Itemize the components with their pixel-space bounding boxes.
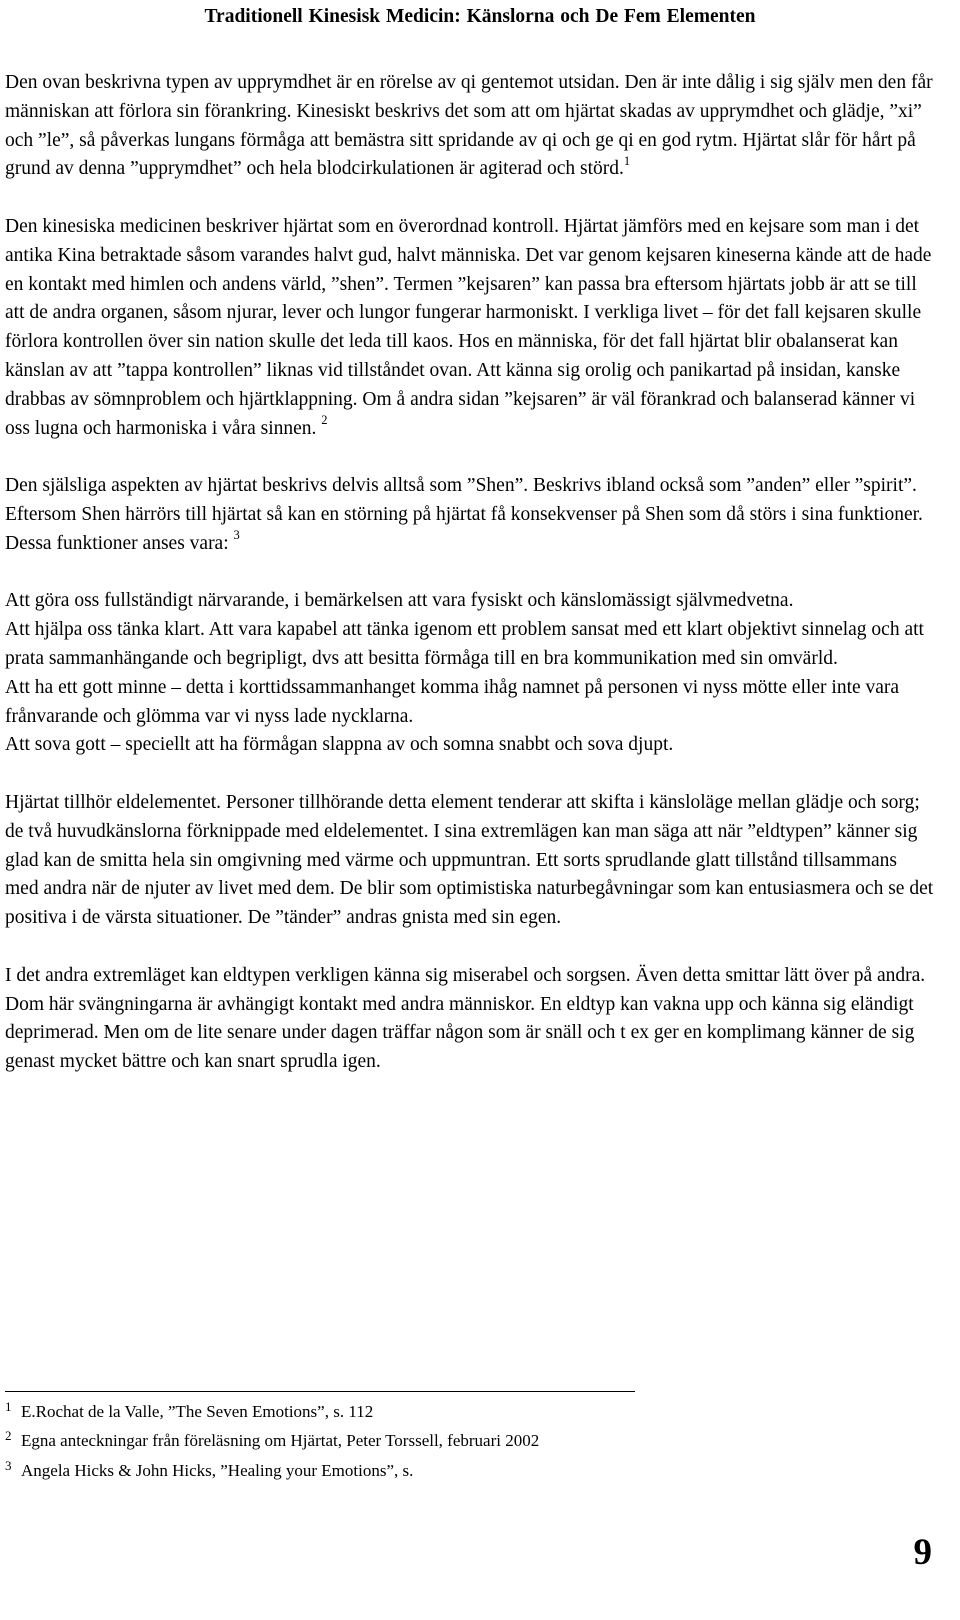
list-item: Att hjälpa oss tänka klart. Att vara kapabel att tänka igenom ett problem sansat med ett klart objektivt sinnelag och att prata sammanhängande och begripligt, dvs att besitta förmåga till en bra kommunikation med sin omvärld. xyxy=(5,619,924,669)
paragraph-text: Den ovan beskrivna typen av upprymdhet är en rörelse av qi gentemot utsidan. Den är inte dålig i sig själv men den får människan att förlora sin förankring. Kinesiskt beskrivs det som att om hjärtat skadas av upprymdhet och glädje, ”xi” och ”le”, så påverkas lungans förmåga att bemästra sitt spridande av qi och ge qi en god rytm. Hjärtat slår för hårt på grund av denna ”upprymdhet” och hela blodcirkulationen är agiterad och störd. xyxy=(5,72,933,180)
footnote-ref: 1 xyxy=(623,153,631,168)
page-number: 9 xyxy=(913,1532,932,1573)
paragraph-text: Den själsliga aspekten av hjärtat beskrivs delvis alltså som ”Shen”. Beskrivs ibland också som ”anden” eller ”spirit”. Eftersom Shen härrörs till hjärtat så kan en störning på hjärtat få konsekvenser på Shen som då störs i sina funktioner. Dessa funktioner anses vara: xyxy=(5,475,923,554)
paragraph-gap xyxy=(5,760,935,789)
paragraph xyxy=(5,213,935,443)
paragraph-gap xyxy=(5,184,935,213)
footnote-number: 3 xyxy=(5,1457,12,1473)
footnote-number: 1 xyxy=(5,1399,12,1414)
footnote-text: Egna anteckningar från föreläsning om Hjärtat, Peter Torssell, februari 2002 xyxy=(21,1431,540,1451)
list-item: Att göra oss fullständigt närvarande, i bemärkelsen att vara fysiskt och känslomässigt självmedvetna. xyxy=(5,590,794,612)
running-header: Traditionell Kinesisk Medicin: Känslorna och De Fem Elementen xyxy=(204,6,756,27)
list-item: Att sova gott – speciellt att ha förmågan slappna av och somna snabbt och sova djupt. xyxy=(5,734,674,756)
footnote-text: Angela Hicks & John Hicks, ”Healing your Emotions”, s. xyxy=(21,1460,414,1480)
paragraph xyxy=(5,472,935,558)
paragraph xyxy=(5,69,935,184)
footnote-ref: 2 xyxy=(321,413,328,428)
paragraph-gap xyxy=(5,559,935,588)
footnote-number: 2 xyxy=(5,1428,12,1444)
list-item: Att ha ett gott minne – detta i korttidssammanhanget komma ihåg namnet på personen vi nyss mötte eller inte vara frånvarande och glömma var vi nyss lade nycklarna. xyxy=(5,676,900,727)
footnote-separator xyxy=(5,1391,635,1392)
footnotes xyxy=(5,1398,905,1486)
footnote xyxy=(5,1427,905,1456)
body-text xyxy=(5,69,935,1077)
footnote xyxy=(5,1398,905,1427)
paragraph-gap xyxy=(5,443,935,472)
footnote-ref: 3 xyxy=(233,528,240,543)
footnote-text: E.Rochat de la Valle, ”The Seven Emotions”, s. 112 xyxy=(21,1402,374,1421)
footnote xyxy=(5,1457,905,1486)
paragraph: I det andra extremläget kan eldtypen verkligen känna sig miserabel och sorgsen. Även detta smittar lätt över på andra. Dom här svängningarna är avhängigt kontakt med andra människor. En eldtyp kan vakna upp och känna sig eländigt deprimerad. Men om de lite senare under dagen träffar någon som är snäll och t ex ger en komplimang känner de sig genast mycket bättre och kan snart sprudla igen. xyxy=(5,964,926,1073)
paragraph-gap xyxy=(5,933,935,962)
paragraph-text: Den kinesiska medicinen beskriver hjärtat som en överordnad kontroll. Hjärtat jämförs med en kejsare som man i det antika Kina betraktade såsom varandes halvt gud, halvt människa. Det var genom kejsaren kineserna kände att de hade en kontakt med himlen och andens värld, ”shen”. Termen ”kejsaren” kan passa bra eftersom hjärtats jobb är att se till att de andra organen, såsom njurar, lever och lungor fungerar harmoniskt. I verkliga livet – för det fall kejsaren skulle förlora kontrollen över sin nation skulle det leda till kaos. Hos en människa, för det fall hjärtat blir obalanserat kan känslan av att ”tappa kontrollen” liknas vid tillståndet ovan. Att känna sig orolig och panikartad på insidan, kanske drabbas av sömnproblem och hjärtklappning. Om å andra sidan ”kejsaren” är väl förankrad och balanserad känner vi oss lugna och harmoniska i våra sinnen. xyxy=(5,215,932,439)
paragraph: Hjärtat tillhör eldelementet. Personer tillhörande detta element tenderar att skifta i känsloläge mellan glädje och sorg; de två huvudkänslorna förknippade med eldelementet. I sina extremlägen kan man säga att när ”eldtypen” känner sig glad kan de smitta hela sin omgivning med värme och uppmuntran. Ett sorts sprudlande glatt tillstånd tillsammans med andra när de njuter av livet med dem. De blir som optimistiska naturbegåvningar som kan entusiasmera och se det positiva i de värsta situationer. De ”tänder” andras gnista med sin egen. xyxy=(5,791,934,929)
